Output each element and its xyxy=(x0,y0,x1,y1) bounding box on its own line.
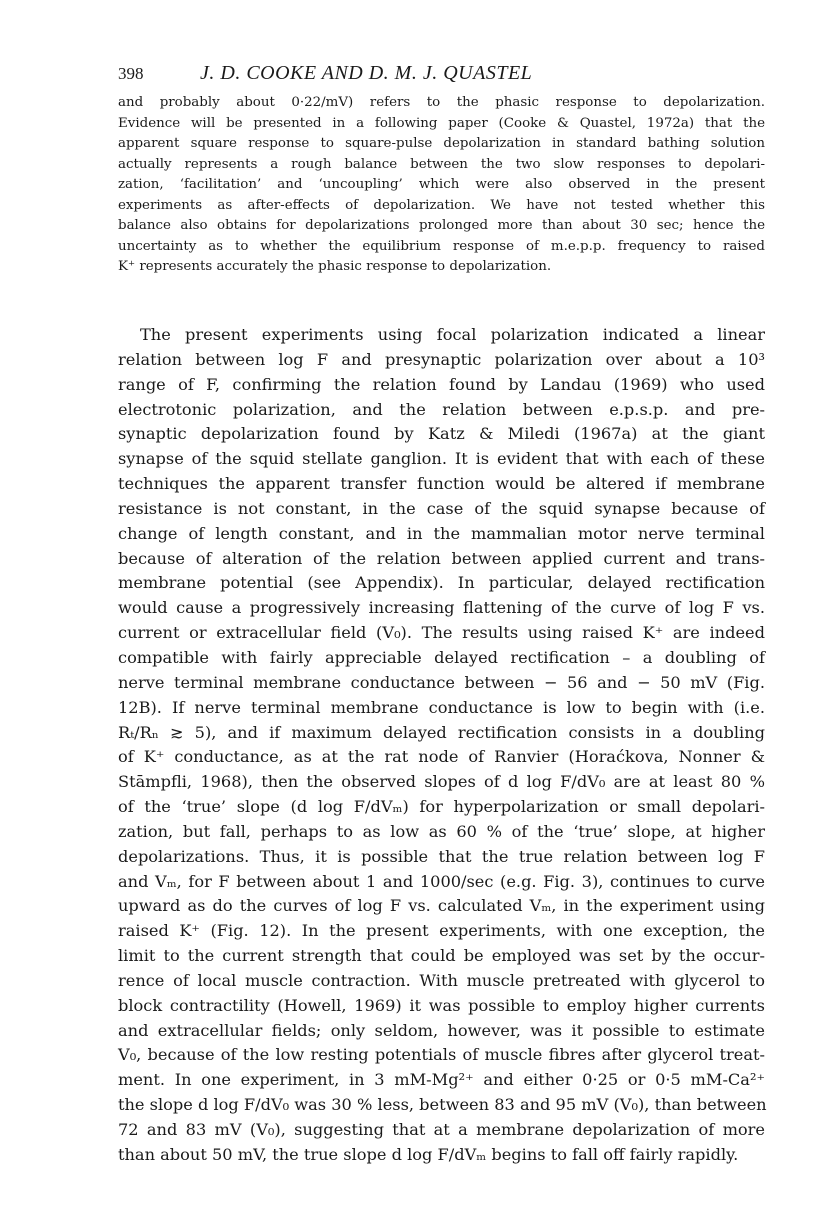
text-line: synaptic depolarization found by Katz & Miledi (1967a) at the giant xyxy=(118,424,765,444)
text-line: range of F, confirming the relation found by Landau (1969) who used xyxy=(118,374,765,394)
text-line: current or extracellular field (V₀). The results using raised K⁺ are indeed xyxy=(118,623,765,643)
text-line: ment. In one experiment, in 3 mM-Mg²⁺ and either 0·25 or 0·5 mM-Ca²⁺ xyxy=(118,1070,765,1090)
text-line: and probably about 0·22/mV) refers to the phasic response to depolarization. xyxy=(118,95,765,110)
text-line: and extracellular fields; only seldom, however, was it possible to estimate xyxy=(118,1020,765,1040)
text-line: The present experiments using focal polarization indicated a linear xyxy=(140,325,765,344)
text-line: synapse of the squid stellate ganglion. It is evident that with each of these xyxy=(118,449,765,469)
text-line: electrotonic polarization, and the relation between e.p.s.p. and pre- xyxy=(118,399,765,419)
text-line: rence of local muscle contraction. With muscle pretreated with glycerol to xyxy=(118,970,765,990)
text-line: Stāmpfli, 1968), then the observed slopes of d log F/dV₀ are at least 80 % xyxy=(118,772,765,792)
text-line: nerve terminal membrane conductance between − 56 and − 50 mV (Fig. xyxy=(118,672,765,692)
text-line: than about 50 mV, the true slope d log F/dVₘ begins to fall off fairly rapidly. xyxy=(118,1144,739,1164)
text-line: the slope d log F/dV₀ was 30 % less, between 83 and 95 mV (V₀), than between xyxy=(118,1095,767,1115)
text-line: actually represents a rough balance between the two slow responses to depolari- xyxy=(118,156,765,172)
text-line: limit to the current strength that could be employed was set by the occur- xyxy=(118,946,765,966)
text-line: raised K⁺ (Fig. 12). In the present experiments, with one exception, the xyxy=(118,921,765,941)
text-line: K⁺ represents accurately the phasic response to depolarization. xyxy=(118,259,552,274)
text-line: uncertainty as to whether the equilibrium response of m.e.p.p. frequency to raised xyxy=(118,238,765,254)
page-header xyxy=(118,64,765,90)
text-line: relation between log F and presynaptic polarization over about a 10³ xyxy=(118,349,765,369)
text-line: zation, but fall, perhaps to as low as 60 % of the ‘true’ slope, at higher xyxy=(118,821,765,841)
text-line: apparent square response to square-pulse depolarization in standard bathing solution xyxy=(118,136,765,151)
text-line: depolarizations. Thus, it is possible that the true relation between log F xyxy=(118,846,765,866)
text-line: zation, ‘facilitation’ and ‘uncoupling’ which were also observed in the present xyxy=(118,177,765,192)
text-line: Evidence will be presented in a following paper (Cooke & Quastel, 1972a) that the xyxy=(118,115,765,131)
text-line: resistance is not constant, in the case of the squid synapse because of xyxy=(118,498,765,518)
text-line: 12B). If nerve terminal membrane conductance is low to begin with (i.e. xyxy=(118,697,765,717)
running-head: J. D. COOKE AND D. M. J. QUASTEL xyxy=(200,62,533,84)
text-line: of the ‘true’ slope (d log F/dVₘ) for hyperpolarization or small depolari- xyxy=(118,797,765,817)
text-line: would cause a progressively increasing flattening of the curve of log F vs. xyxy=(118,598,765,618)
text-line: membrane potential (see Appendix). In particular, delayed rectification xyxy=(118,573,765,593)
text-line: compatible with fairly appreciable delayed rectification – a doubling of xyxy=(118,647,765,667)
text-line: Rₜ/Rₙ ≳ 5), and if maximum delayed rectification consists in a doubling xyxy=(118,722,765,742)
text-line: because of alteration of the relation between applied current and trans- xyxy=(118,548,765,568)
text-line: balance also obtains for depolarizations prolonged more than about 30 sec; hence the xyxy=(118,218,765,233)
text-line: block contractility (Howell, 1969) it was possible to employ higher currents xyxy=(118,995,765,1015)
body-paragraph xyxy=(118,323,765,1168)
small-print-paragraph xyxy=(118,93,765,278)
text-line: change of length constant, and in the mammalian motor nerve terminal xyxy=(118,523,765,543)
text-line: upward as do the curves of log F vs. calculated Vₘ, in the experiment using xyxy=(118,896,765,916)
page-number: 398 xyxy=(118,64,144,83)
text-line: 72 and 83 mV (V₀), suggesting that at a membrane depolarization of more xyxy=(118,1120,765,1139)
text-line: techniques the apparent transfer function would be altered if membrane xyxy=(118,474,765,494)
text-line: V₀, because of the low resting potentials of muscle fibres after glycerol treat- xyxy=(118,1045,765,1065)
text-line: experiments as after-effects of depolarization. We have not tested whether this xyxy=(118,197,765,213)
text-line: and Vₘ, for F between about 1 and 1000/sec (e.g. Fig. 3), continues to curve xyxy=(118,871,765,891)
text-line: of K⁺ conductance, as at the rat node of Ranvier (Horaćkova, Nonner & xyxy=(118,747,765,767)
